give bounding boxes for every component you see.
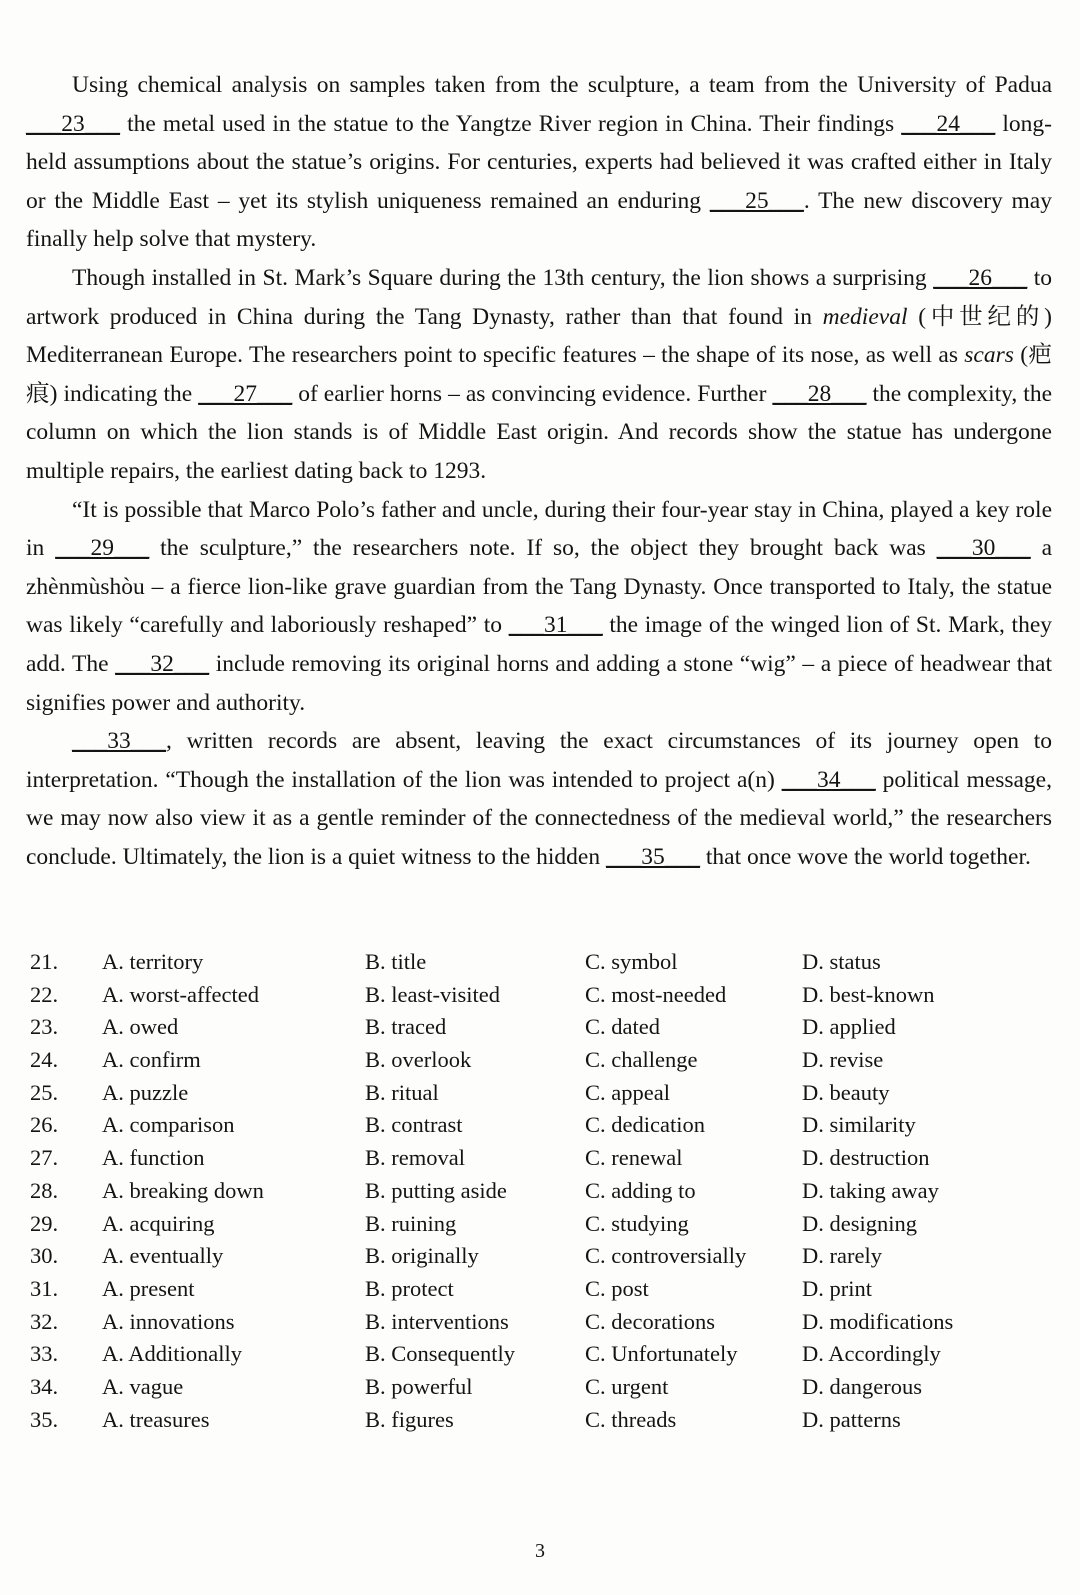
option-d: D. revise <box>802 1047 884 1073</box>
paragraph <box>26 722 1052 876</box>
answer-blank: ___33___ <box>72 728 166 755</box>
answer-blank: ___23___ <box>26 110 120 137</box>
question-number: 34. <box>30 1373 59 1399</box>
option-d: D. designing <box>802 1210 917 1236</box>
option-c: C. controversially <box>585 1243 747 1269</box>
option-d: D. best-known <box>802 981 935 1007</box>
question-row <box>30 1404 1060 1437</box>
question-number: 22. <box>30 981 59 1007</box>
question-row <box>30 1109 1060 1142</box>
passage-text: long-held assumptions about the statue’s origins. For centuries, experts had believed it was crafted either in Italy or the Middle East – yet its stylish uniqueness remained an enduring <box>26 110 1052 214</box>
option-b: B. ritual <box>365 1079 439 1105</box>
answer-blank: ___31___ <box>508 612 603 639</box>
option-c: C. most-needed <box>585 981 727 1007</box>
option-b: B. traced <box>365 1014 447 1040</box>
answer-blank: ___30___ <box>936 535 1031 562</box>
passage-text: (中世纪的) Mediterranean Europe. The researchers point to specific features – the shape of its nose, as well as <box>26 303 1052 369</box>
passage-text: the sculpture,” the researchers note. If so, the object they brought back was <box>149 535 937 562</box>
option-d: D. patterns <box>802 1406 901 1432</box>
option-b: B. removal <box>365 1145 465 1171</box>
passage-text: Though installed in St. Mark’s Square during the 13th century, the lion shows a surprising <box>72 264 934 291</box>
option-d: D. print <box>802 1275 872 1301</box>
option-b: B. title <box>365 949 427 974</box>
option-d: D. modifications <box>802 1308 954 1334</box>
paragraph <box>26 491 1052 723</box>
option-c: C. Unfortunately <box>585 1341 738 1367</box>
question-number: 28. <box>30 1177 59 1203</box>
option-d: D. Accordingly <box>802 1341 941 1367</box>
question-row <box>30 1044 1060 1077</box>
answer-blank: ___27___ <box>198 380 293 407</box>
option-d: D. destruction <box>802 1145 930 1171</box>
cloze-passage <box>26 66 1052 876</box>
option-d: D. status <box>802 949 881 974</box>
passage-text: (疤痕) indicating the <box>26 342 1052 407</box>
passage-text: , written records are absent, leaving the exact circumstances of its journey open to interpretation. “Though the installation of the lion was intended to project a(n) <box>26 728 1052 793</box>
passage-text: of earlier horns – as convincing evidence. Further <box>292 380 773 407</box>
passage-text: political message, we may now also view it as a gentle reminder of the connectedness of the medieval world,” the researchers conclude. Ultimately, the lion is a quiet witness to the hidden <box>26 766 1052 870</box>
passage-text: . The new discovery may finally help solve that mystery. <box>26 187 1052 253</box>
option-c: C. appeal <box>585 1079 670 1105</box>
italic-term: scars <box>964 342 1014 369</box>
option-d: D. beauty <box>802 1079 890 1105</box>
option-c: C. dated <box>585 1014 660 1040</box>
answer-blank: ___24___ <box>901 110 996 137</box>
option-c: C. threads <box>585 1406 677 1432</box>
option-c: C. adding to <box>585 1177 696 1203</box>
option-a: A. vague <box>102 1373 184 1399</box>
option-a: A. acquiring <box>102 1210 215 1236</box>
option-a: A. territory <box>102 949 204 974</box>
answer-blank: ___26___ <box>933 264 1028 291</box>
answer-blank: ___25___ <box>709 187 804 214</box>
option-c: C. dedication <box>585 1112 705 1138</box>
question-row <box>30 1142 1060 1175</box>
option-a: A. worst-affected <box>102 981 260 1007</box>
passage-text: a zhènmùshòu – a fierce lion-like grave guardian from the Tang Dynasty. Once transported to Italy, the statue was likely “carefully and laboriously reshaped” to <box>26 535 1053 639</box>
question-number: 35. <box>30 1406 59 1432</box>
passage-text: include removing its original horns and adding a stone “wig” – a piece of headwear that signifies power and authority. <box>26 650 1052 716</box>
option-c: C. post <box>585 1275 649 1301</box>
question-number: 24. <box>30 1047 59 1073</box>
question-row <box>30 1371 1060 1404</box>
option-a: A. treasures <box>102 1406 210 1432</box>
question-number: 32. <box>30 1308 59 1334</box>
option-b: B. putting aside <box>365 1177 507 1203</box>
question-number: 21. <box>30 949 59 974</box>
option-d: D. rarely <box>802 1243 882 1269</box>
page-number: 3 <box>535 1540 545 1562</box>
answer-blank: ___29___ <box>55 535 150 562</box>
question-number: 26. <box>30 1112 59 1138</box>
question-row <box>30 1273 1060 1306</box>
option-a: A. breaking down <box>102 1177 264 1203</box>
option-a: A. Additionally <box>102 1341 242 1367</box>
option-d: D. similarity <box>802 1112 916 1138</box>
question-number: 33. <box>30 1341 59 1367</box>
question-row <box>30 946 1060 979</box>
option-a: A. eventually <box>102 1243 224 1269</box>
question-number: 23. <box>30 1014 59 1040</box>
passage-text: to artwork produced in China during the Tang Dynasty, rather than that found in <box>26 264 1052 330</box>
option-b: B. figures <box>365 1406 454 1432</box>
option-a: A. innovations <box>102 1308 235 1334</box>
option-b: B. powerful <box>365 1373 473 1399</box>
answer-blank: ___32___ <box>115 650 210 677</box>
answer-options <box>30 946 1060 1436</box>
option-c: C. renewal <box>585 1145 683 1171</box>
question-row <box>30 1175 1060 1208</box>
passage-text: the image of the winged lion of St. Mark, they add. The <box>26 612 1053 677</box>
option-a: A. function <box>102 1145 205 1171</box>
answer-blank: ___35___ <box>605 843 700 870</box>
option-a: A. comparison <box>102 1112 235 1138</box>
option-c: C. symbol <box>585 949 678 974</box>
question-number: 25. <box>30 1079 59 1105</box>
option-b: B. contrast <box>365 1112 463 1138</box>
option-b: B. overlook <box>365 1047 472 1073</box>
question-row <box>30 1011 1060 1044</box>
question-row <box>30 1240 1060 1273</box>
paragraph <box>26 259 1052 491</box>
option-b: B. interventions <box>365 1308 509 1334</box>
option-b: B. least-visited <box>365 981 500 1007</box>
passage-text: Using chemical analysis on samples taken from the sculpture, a team from the University of Padua <box>72 72 1052 98</box>
option-d: D. applied <box>802 1014 896 1040</box>
question-number: 29. <box>30 1210 59 1236</box>
passage-text: the complexity, the column on which the lion stands is of Middle East origin. And records show the statue has undergone multiple repairs, the earliest dating back to 1293. <box>26 380 1052 484</box>
option-d: D. dangerous <box>802 1373 922 1399</box>
question-row <box>30 1208 1060 1241</box>
italic-term: medieval <box>822 303 908 330</box>
option-b: B. originally <box>365 1243 479 1269</box>
answer-blank: ___34___ <box>781 766 876 793</box>
option-c: C. challenge <box>585 1047 698 1073</box>
option-b: B. ruining <box>365 1210 457 1236</box>
passage-text: that once wove the world together. <box>699 843 1031 870</box>
question-row <box>30 1077 1060 1110</box>
option-c: C. studying <box>585 1210 689 1236</box>
paragraph <box>26 66 1052 259</box>
option-a: A. puzzle <box>102 1079 189 1105</box>
option-c: C. decorations <box>585 1308 715 1334</box>
option-c: C. urgent <box>585 1373 669 1399</box>
option-d: D. taking away <box>802 1177 939 1203</box>
question-number: 27. <box>30 1145 59 1171</box>
question-row <box>30 1306 1060 1339</box>
option-a: A. owed <box>102 1014 179 1040</box>
option-b: B. protect <box>365 1275 454 1301</box>
question-row <box>30 979 1060 1012</box>
question-number: 30. <box>30 1243 59 1269</box>
passage-text: the metal used in the statue to the Yangtze River region in China. Their findings <box>120 110 902 137</box>
question-row <box>30 1338 1060 1371</box>
option-b: B. Consequently <box>365 1341 515 1367</box>
question-number: 31. <box>30 1275 59 1301</box>
option-a: A. present <box>102 1275 195 1301</box>
option-a: A. confirm <box>102 1047 201 1073</box>
passage-text: “It is possible that Marco Polo’s father and uncle, during their four-year stay in China, played a key role in <box>26 496 1052 562</box>
answer-blank: ___28___ <box>772 380 867 407</box>
